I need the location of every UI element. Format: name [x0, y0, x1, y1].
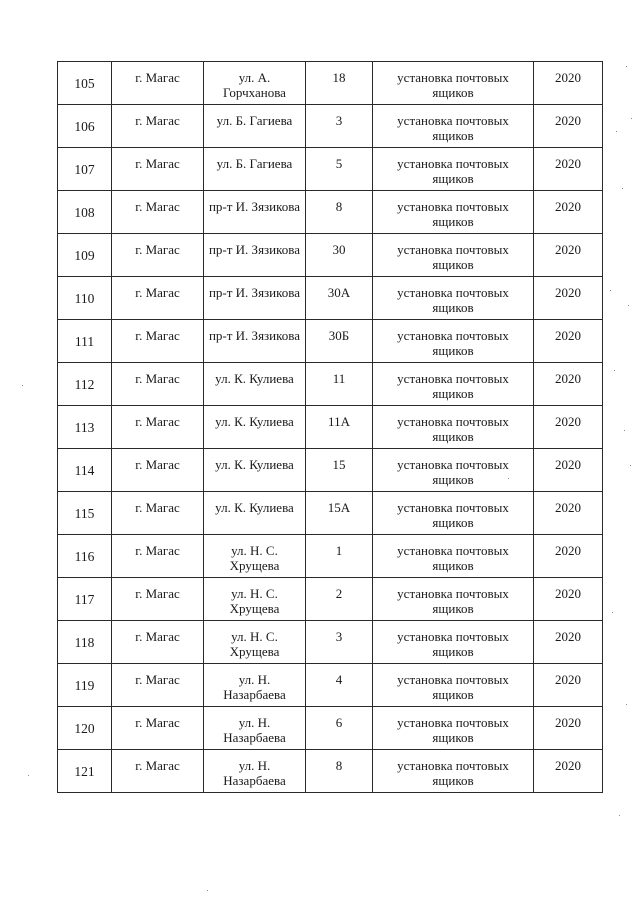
year-cell: 2020: [534, 578, 603, 621]
row-number: 108: [58, 191, 112, 234]
street-cell: пр-т И. Зязикова: [204, 277, 306, 320]
year-cell: 2020: [534, 449, 603, 492]
city-cell: г. Магас: [112, 621, 204, 664]
city-cell: г. Магас: [112, 535, 204, 578]
table-row: [58, 535, 603, 578]
house-number-cell: 5: [306, 148, 373, 191]
house-number-cell: 30А: [306, 277, 373, 320]
year-cell: 2020: [534, 277, 603, 320]
table-row: [58, 277, 603, 320]
city-cell: г. Магас: [112, 449, 204, 492]
work-type-cell: установка почтовых ящиков: [373, 750, 534, 793]
street-cell: ул. Н. С. Хрущева: [204, 578, 306, 621]
house-number-cell: 30Б: [306, 320, 373, 363]
row-number: 113: [58, 406, 112, 449]
work-type-cell: установка почтовых ящиков: [373, 664, 534, 707]
house-number-cell: 11: [306, 363, 373, 406]
table-row: [58, 148, 603, 191]
year-cell: 2020: [534, 492, 603, 535]
year-cell: 2020: [534, 707, 603, 750]
house-number-cell: 8: [306, 750, 373, 793]
row-number: 119: [58, 664, 112, 707]
table-row: [58, 664, 603, 707]
table-row: [58, 621, 603, 664]
work-type-cell: установка почтовых ящиков: [373, 535, 534, 578]
table-row: [58, 406, 603, 449]
table-row: [58, 449, 603, 492]
table-row: [58, 707, 603, 750]
house-number-cell: 2: [306, 578, 373, 621]
table-row: [58, 320, 603, 363]
row-number: 105: [58, 62, 112, 105]
city-cell: г. Магас: [112, 750, 204, 793]
row-number: 107: [58, 148, 112, 191]
address-table: [57, 61, 603, 793]
table-row: [58, 62, 603, 105]
row-number: 106: [58, 105, 112, 148]
year-cell: 2020: [534, 62, 603, 105]
row-number: 114: [58, 449, 112, 492]
work-type-cell: установка почтовых ящиков: [373, 406, 534, 449]
city-cell: г. Магас: [112, 406, 204, 449]
street-cell: пр-т И. Зязикова: [204, 234, 306, 277]
row-number: 109: [58, 234, 112, 277]
work-type-cell: установка почтовых ящиков: [373, 621, 534, 664]
street-cell: ул. К. Кулиева: [204, 363, 306, 406]
work-type-cell: установка почтовых ящиков: [373, 578, 534, 621]
street-cell: пр-т И. Зязикова: [204, 320, 306, 363]
house-number-cell: 15А: [306, 492, 373, 535]
house-number-cell: 18: [306, 62, 373, 105]
street-cell: ул. К. Кулиева: [204, 492, 306, 535]
house-number-cell: 4: [306, 664, 373, 707]
year-cell: 2020: [534, 234, 603, 277]
house-number-cell: 1: [306, 535, 373, 578]
table-row: [58, 234, 603, 277]
row-number: 118: [58, 621, 112, 664]
city-cell: г. Магас: [112, 277, 204, 320]
street-cell: пр-т И. Зязикова: [204, 191, 306, 234]
city-cell: г. Магас: [112, 578, 204, 621]
street-cell: ул. Н. Назарбаева: [204, 707, 306, 750]
row-number: 112: [58, 363, 112, 406]
row-number: 120: [58, 707, 112, 750]
work-type-cell: установка почтовых ящиков: [373, 62, 534, 105]
street-cell: ул. К. Кулиева: [204, 449, 306, 492]
table-row: [58, 578, 603, 621]
city-cell: г. Магас: [112, 363, 204, 406]
street-cell: ул. А. Горчханова: [204, 62, 306, 105]
work-type-cell: установка почтовых ящиков: [373, 234, 534, 277]
house-number-cell: 11А: [306, 406, 373, 449]
street-cell: ул. Н. Назарбаева: [204, 664, 306, 707]
row-number: 121: [58, 750, 112, 793]
street-cell: ул. К. Кулиева: [204, 406, 306, 449]
table-row: [58, 750, 603, 793]
work-type-cell: установка почтовых ящиков: [373, 449, 534, 492]
year-cell: 2020: [534, 191, 603, 234]
city-cell: г. Магас: [112, 105, 204, 148]
house-number-cell: 30: [306, 234, 373, 277]
year-cell: 2020: [534, 406, 603, 449]
row-number: 117: [58, 578, 112, 621]
city-cell: г. Магас: [112, 492, 204, 535]
year-cell: 2020: [534, 621, 603, 664]
table-row: [58, 492, 603, 535]
year-cell: 2020: [534, 535, 603, 578]
city-cell: г. Магас: [112, 191, 204, 234]
house-number-cell: 3: [306, 621, 373, 664]
year-cell: 2020: [534, 320, 603, 363]
year-cell: 2020: [534, 148, 603, 191]
work-type-cell: установка почтовых ящиков: [373, 320, 534, 363]
work-type-cell: установка почтовых ящиков: [373, 363, 534, 406]
work-type-cell: установка почтовых ящиков: [373, 707, 534, 750]
year-cell: 2020: [534, 105, 603, 148]
house-number-cell: 6: [306, 707, 373, 750]
city-cell: г. Магас: [112, 148, 204, 191]
city-cell: г. Магас: [112, 234, 204, 277]
house-number-cell: 3: [306, 105, 373, 148]
row-number: 115: [58, 492, 112, 535]
house-number-cell: 15: [306, 449, 373, 492]
table-row: [58, 363, 603, 406]
house-number-cell: 8: [306, 191, 373, 234]
street-cell: ул. Б. Гагиева: [204, 148, 306, 191]
street-cell: ул. Н. Назарбаева: [204, 750, 306, 793]
row-number: 111: [58, 320, 112, 363]
city-cell: г. Магас: [112, 707, 204, 750]
year-cell: 2020: [534, 363, 603, 406]
city-cell: г. Магас: [112, 320, 204, 363]
work-type-cell: установка почтовых ящиков: [373, 277, 534, 320]
street-cell: ул. Б. Гагиева: [204, 105, 306, 148]
work-type-cell: установка почтовых ящиков: [373, 492, 534, 535]
table-row: [58, 191, 603, 234]
work-type-cell: установка почтовых ящиков: [373, 191, 534, 234]
address-table-body: [58, 62, 603, 793]
year-cell: 2020: [534, 664, 603, 707]
work-type-cell: установка почтовых ящиков: [373, 148, 534, 191]
work-type-cell: установка почтовых ящиков: [373, 105, 534, 148]
table-row: [58, 105, 603, 148]
row-number: 110: [58, 277, 112, 320]
city-cell: г. Магас: [112, 62, 204, 105]
city-cell: г. Магас: [112, 664, 204, 707]
year-cell: 2020: [534, 750, 603, 793]
street-cell: ул. Н. С. Хрущева: [204, 621, 306, 664]
row-number: 116: [58, 535, 112, 578]
street-cell: ул. Н. С. Хрущева: [204, 535, 306, 578]
